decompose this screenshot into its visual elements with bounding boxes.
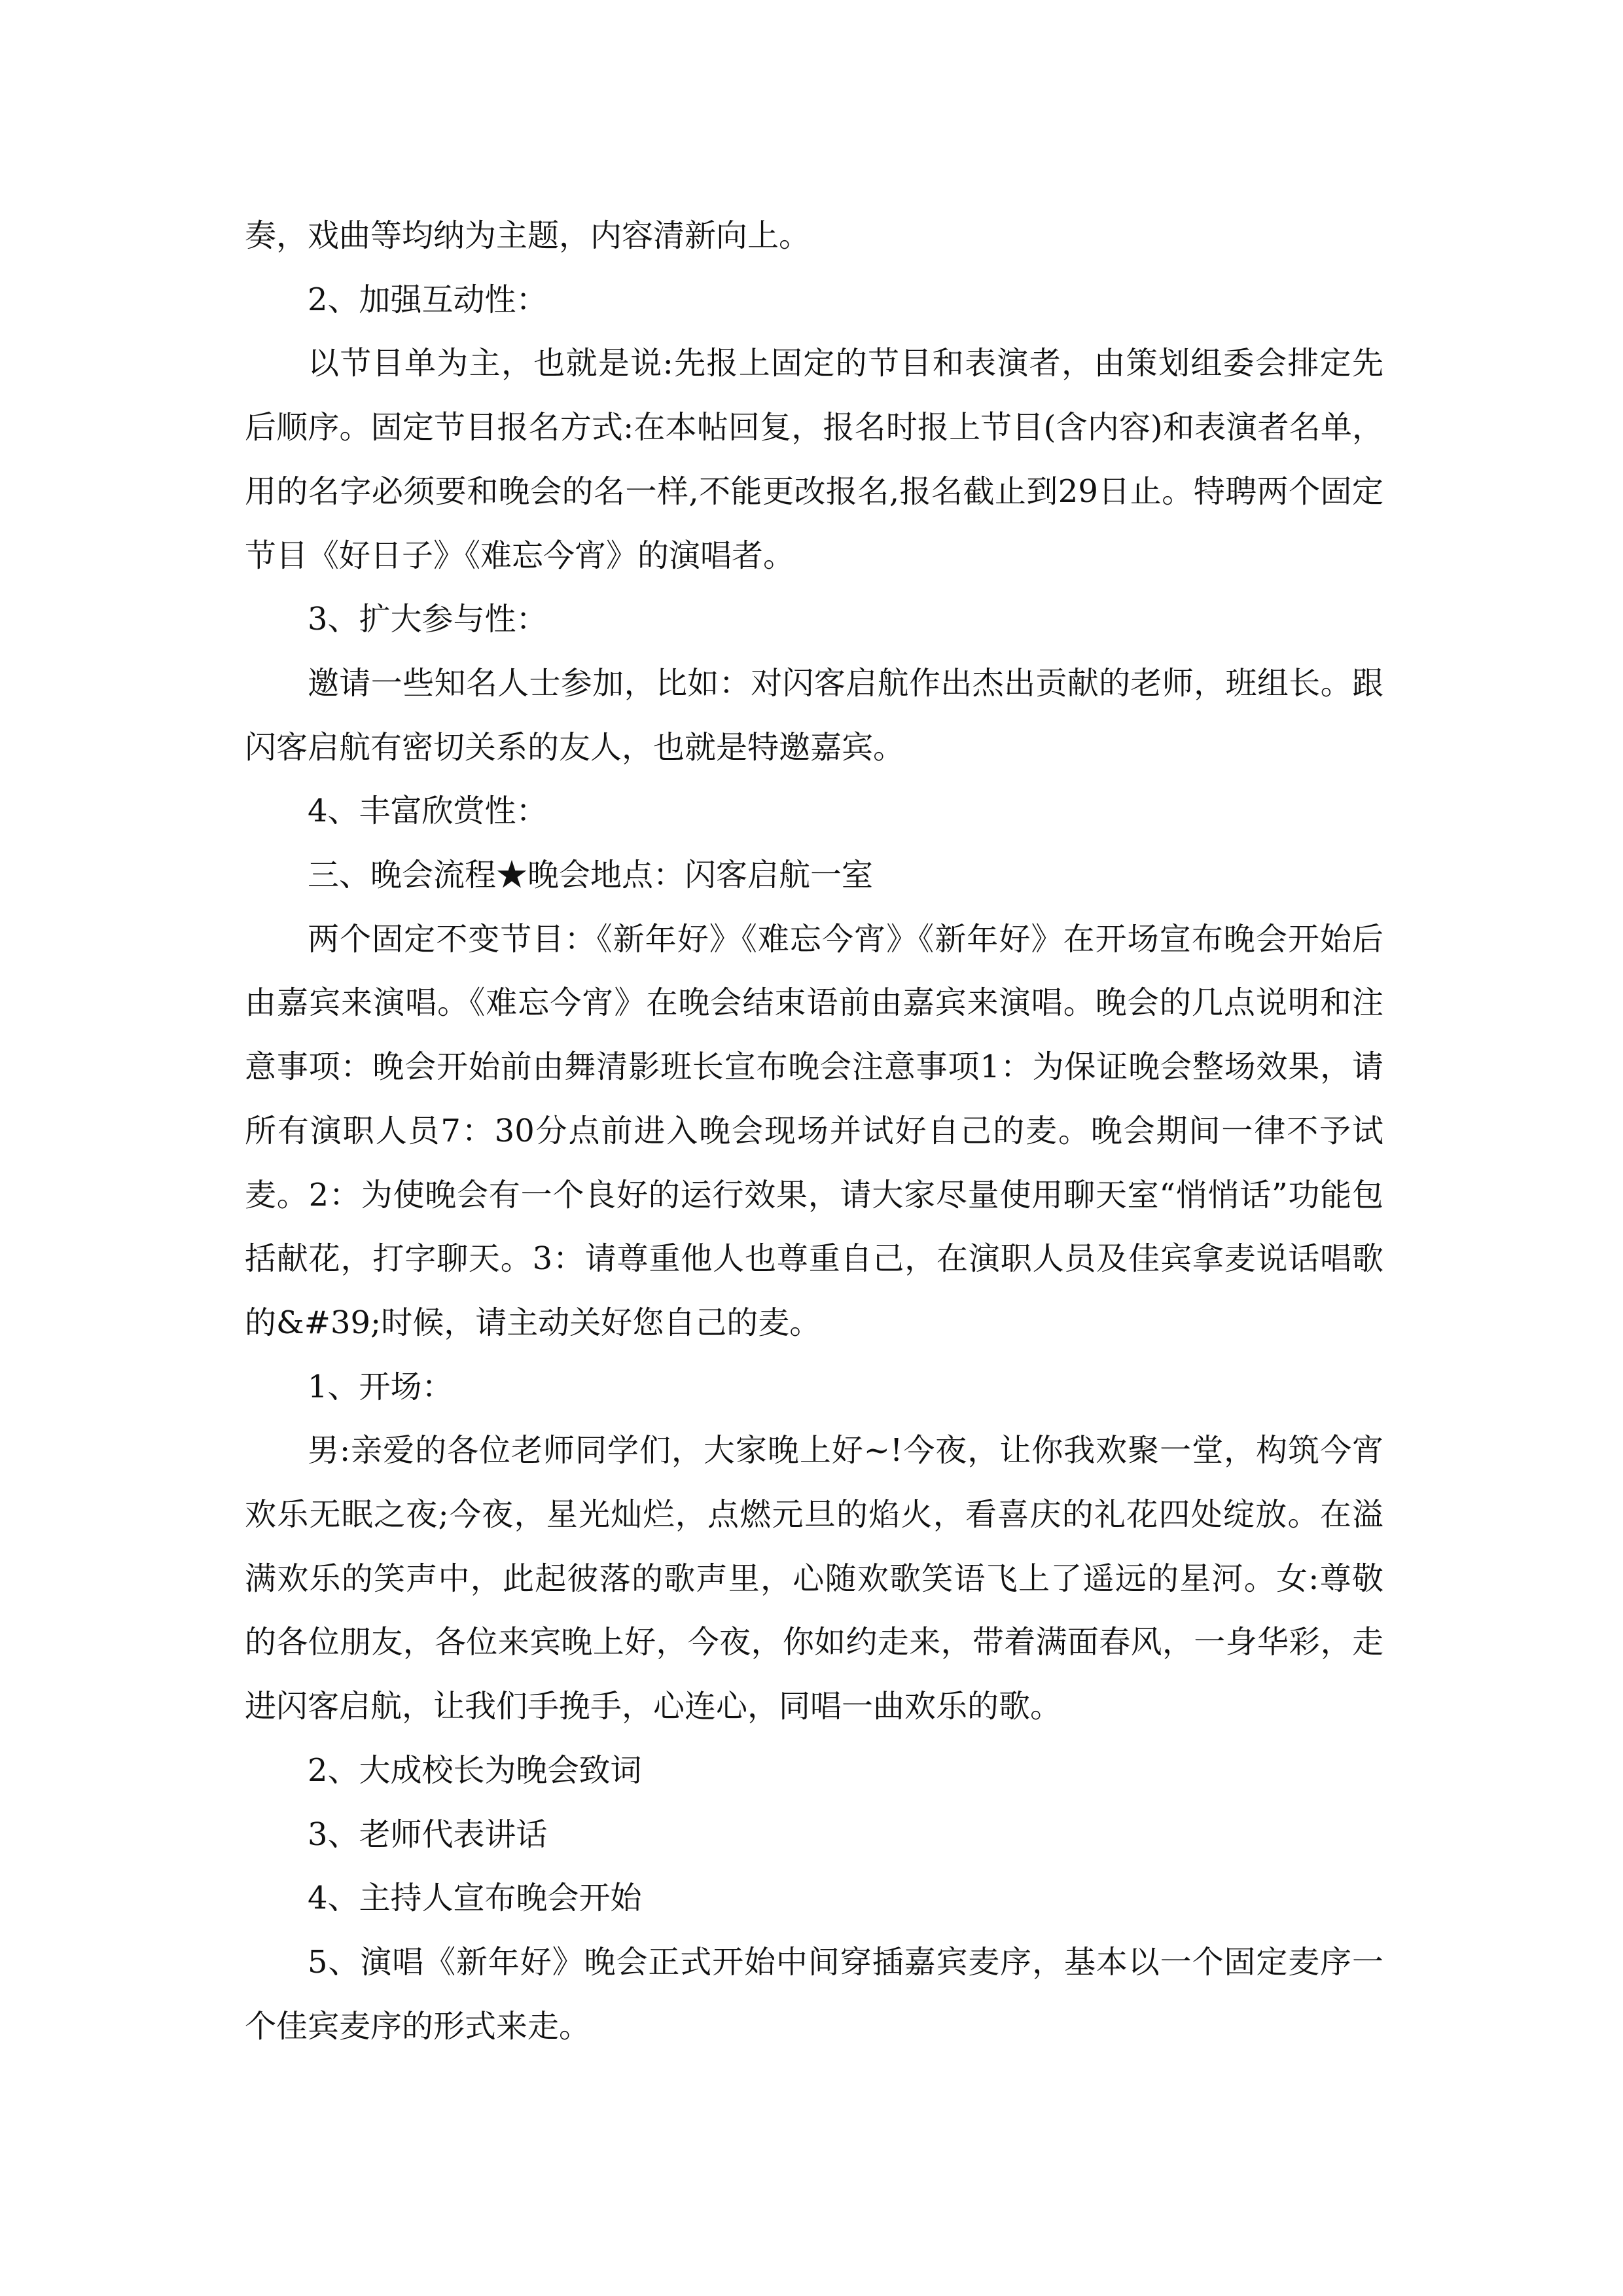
document-body xyxy=(245,204,1383,2058)
list-item-teacher-speech: 3、老师代表讲话 xyxy=(308,1816,548,1853)
heading-gala-process: 三、晚会流程★晚会地点：闪客启航一室 xyxy=(308,857,874,894)
paragraph-program-signup: 以节目单为主，也就是说:先报上固定的节目和表演者，由策划组委会排定先后顺序。固定节目报名方式:在本帖回复，报名时报上节目(含内容)和表演者名单，用的名字必须要和晚会的名一样,不能更改报名,报名截止到29日止。特聘两个固定节目《好日子》《难忘今宵》的演唱者。 xyxy=(245,345,1383,574)
list-item-singing: 5、演唱《新年好》晚会正式开始中间穿插嘉宾麦序，基本以一个固定麦序一个佳宾麦序的形式来走。 xyxy=(245,1943,1383,2045)
heading-participation: 3、扩大参与性： xyxy=(308,601,548,638)
heading-opening: 1、开场： xyxy=(308,1368,454,1405)
paragraph-opening-speech: 男:亲爱的各位老师同学们，大家晚上好~!今夜，让你我欢聚一堂，构筑今宵欢乐无眠之夜;今夜，星光灿烂，点燃元旦的焰火，看喜庆的礼花四处绽放。在溢满欢乐的笑声中，此起彼落的歌声里，心随欢歌笑语飞上了遥远的星河。女:尊敬的各位朋友，各位来宾晚上好，今夜，你如约走来，带着满面春风，一身华彩，走进闪客启航，让我们手挽手，心连心，同唱一曲欢乐的歌。 xyxy=(245,1432,1383,1725)
heading-appreciation: 4、丰富欣赏性： xyxy=(308,793,548,830)
list-item-principal-speech: 2、大成校长为晚会致词 xyxy=(308,1751,642,1789)
paragraph-1: 奏，戏曲等均纳为主题，内容清新向上。 xyxy=(245,217,811,254)
list-item-host-announcement: 4、主持人宣布晚会开始 xyxy=(308,1880,642,1917)
paragraph-fixed-programs: 两个固定不变节目：《新年好》《难忘今宵》《新年好》在开场宣布晚会开始后由嘉宾来演唱。《难忘今宵》在晚会结束语前由嘉宾来演唱。晚会的几点说明和注意事项：晚会开始前由舞清影班长宣布晚会注意事项1：为保证晚会整场效果，请所有演职人员7：30分点前进入晚会现场并试好自己的麦。晚会期间一律不予试麦。2：为使晚会有一个良好的运行效果，请大家尽量使用聊天室“悄悄话”功能包括献花，打字聊天。3：请尊重他人也尊重自己，在演职人员及佳宾拿麦说话唱歌的&#39;时候，请主动关好您自己的麦。 xyxy=(245,920,1383,1341)
heading-interactivity: 2、加强互动性： xyxy=(308,281,548,318)
paragraph-invite-guests: 邀请一些知名人士参加，比如：对闪客启航作出杰出贡献的老师，班组长。跟闪客启航有密切关系的友人，也就是特邀嘉宾。 xyxy=(245,664,1383,766)
